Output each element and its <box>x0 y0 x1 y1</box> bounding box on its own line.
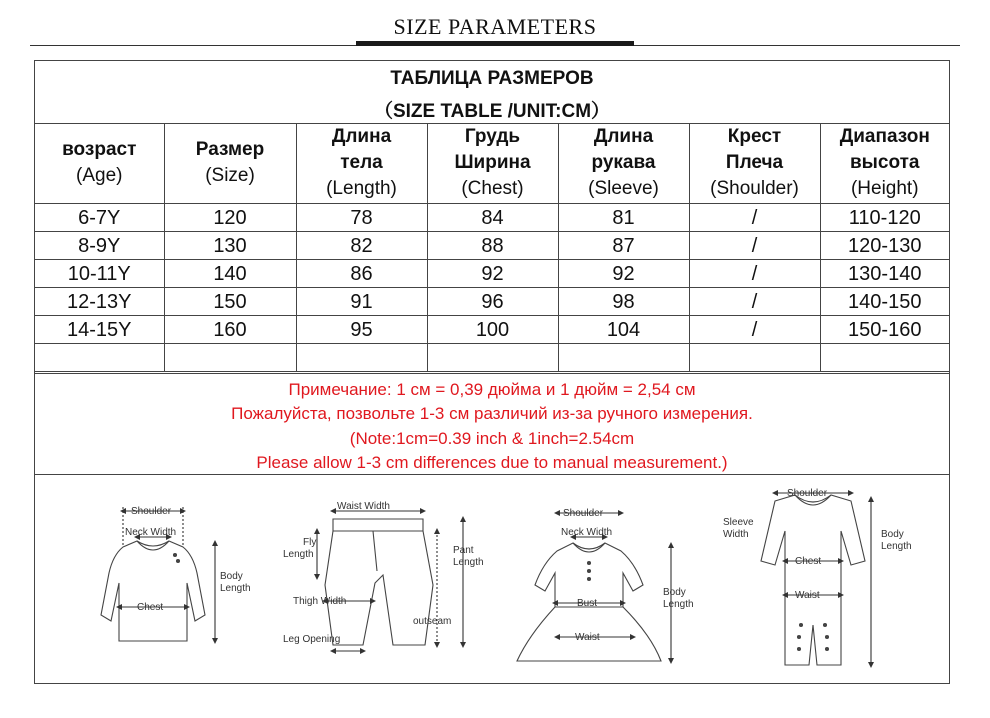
table-cell: 130 <box>164 232 296 260</box>
table-cell: 87 <box>558 232 689 260</box>
column-header-size: Размер (Size) <box>164 123 296 204</box>
table-cell: 92 <box>427 260 558 288</box>
note-line-ru-2: Пожалуйста, позвольте 1-3 см различий из-за ручного измерения. <box>231 404 753 423</box>
page-title: SIZE PARAMETERS <box>393 14 597 39</box>
table-cell: 10-11Y <box>35 260 164 288</box>
table-cell: 160 <box>164 316 296 344</box>
table-cell: 140 <box>164 260 296 288</box>
table-cell: 84 <box>427 204 558 232</box>
table-cell: 12-13Y <box>35 288 164 316</box>
label-shirt-shoulder: Shoulder <box>131 506 172 517</box>
label-dress-body-length-2: Length <box>663 599 694 610</box>
column-header-height: Диапазон высота (Height) <box>820 123 949 204</box>
label-dress-neck-width: Neck Width <box>561 527 613 538</box>
label-romper-waist: Waist <box>795 590 820 601</box>
column-header-chest: Грудь Ширина (Chest) <box>427 123 558 204</box>
note-line-en-1: (Note:1cm=0.39 inch & 1inch=2.54cm <box>349 429 635 448</box>
table-cell: 100 <box>427 316 558 344</box>
table-cell: 88 <box>427 232 558 260</box>
note-line-en-2: Please allow 1-3 cm differences due to manual measurement.) <box>256 453 728 472</box>
table-cell: 78 <box>296 204 427 232</box>
column-header-age: возраст (Age) <box>35 123 164 204</box>
table-cell: 98 <box>558 288 689 316</box>
table-cell: 120 <box>164 204 296 232</box>
table-cell: 96 <box>427 288 558 316</box>
label-shirt-chest: Chest <box>137 602 164 613</box>
table-row <box>35 232 949 260</box>
table-cell: 120-130 <box>820 232 949 260</box>
table-cell <box>35 344 164 372</box>
table-cell: / <box>689 204 820 232</box>
measurement-diagrams <box>35 475 949 683</box>
table-cell: / <box>689 316 820 344</box>
label-pants-leg-opening: Leg Opening <box>283 634 341 645</box>
table-cell: 6-7Y <box>35 204 164 232</box>
table-title-ru: ТАБЛИЦА РАЗМЕРОВ <box>390 68 594 89</box>
label-romper-chest: Chest <box>795 556 822 567</box>
table-cell: 95 <box>296 316 427 344</box>
table-cell: 150 <box>164 288 296 316</box>
table-cell: 81 <box>558 204 689 232</box>
label-shirt-body-length-2: Length <box>220 583 251 594</box>
table-cell: 82 <box>296 232 427 260</box>
table-title-en: （SIZE TABLE /UNIT:CM） <box>373 101 611 122</box>
table-cell: 14-15Y <box>35 316 164 344</box>
label-romper-sleeve-width-2: Width <box>723 529 749 540</box>
label-pants-fly-length-1: Fly <box>303 537 317 548</box>
note-line-ru-1: Примечание: 1 см = 0,39 дюйма и 1 дюйм = 2,54 см <box>288 380 696 399</box>
table-cell <box>164 344 296 372</box>
table-cell: / <box>689 260 820 288</box>
measurement-notes <box>35 373 949 475</box>
table-cell <box>296 344 427 372</box>
table-cell: 110-120 <box>820 204 949 232</box>
table-cell <box>558 344 689 372</box>
table-cell: 140-150 <box>820 288 949 316</box>
size-table <box>35 123 949 372</box>
table-cell: / <box>689 288 820 316</box>
pants-diagram <box>317 511 463 651</box>
column-header-sleeve: Длина рукава (Sleeve) <box>558 123 689 204</box>
table-cell <box>689 344 820 372</box>
label-romper-body-length-1: Body <box>881 529 904 540</box>
table-row <box>35 288 949 316</box>
label-dress-shoulder: Shoulder <box>563 508 604 519</box>
table-cell: / <box>689 232 820 260</box>
table-cell: 92 <box>558 260 689 288</box>
label-shirt-neck-width: Neck Width <box>125 527 177 538</box>
header <box>0 0 990 50</box>
label-dress-waist: Waist <box>575 632 600 643</box>
table-cell: 104 <box>558 316 689 344</box>
table-cell <box>427 344 558 372</box>
table-cell <box>820 344 949 372</box>
label-romper-body-length-2: Length <box>881 541 912 552</box>
label-dress-body-length-1: Body <box>663 587 686 598</box>
table-header-row <box>35 123 949 204</box>
label-romper-shoulder: Shoulder <box>787 488 828 499</box>
column-header-shoulder: Крест Плеча (Shoulder) <box>689 123 820 204</box>
label-dress-bust: Bust <box>577 598 598 609</box>
romper-diagram <box>761 493 871 665</box>
table-cell: 8-9Y <box>35 232 164 260</box>
label-romper-sleeve-width-1: Sleeve <box>723 517 754 528</box>
table-row <box>35 204 949 232</box>
column-header-length: Длина тела (Length) <box>296 123 427 204</box>
label-pants-waist-width: Waist Width <box>337 501 390 512</box>
size-chart-frame <box>34 60 950 684</box>
table-row-empty <box>35 344 949 372</box>
label-pants-thigh-width: Thigh Width <box>293 596 347 607</box>
table-cell: 150-160 <box>820 316 949 344</box>
label-pants-pant-length-1: Pant <box>453 545 474 556</box>
table-row <box>35 316 949 344</box>
label-pants-pant-length-2: Length <box>453 557 484 568</box>
table-cell: 130-140 <box>820 260 949 288</box>
label-pants-outseam: outseam <box>413 616 452 627</box>
header-accent-bar <box>356 41 634 46</box>
table-row <box>35 260 949 288</box>
diagrams-svg <box>35 475 949 683</box>
table-cell: 91 <box>296 288 427 316</box>
label-pants-fly-length-2: Length <box>283 549 314 560</box>
table-cell: 86 <box>296 260 427 288</box>
label-shirt-body-length-1: Body <box>220 571 243 582</box>
table-title-block <box>35 61 949 124</box>
